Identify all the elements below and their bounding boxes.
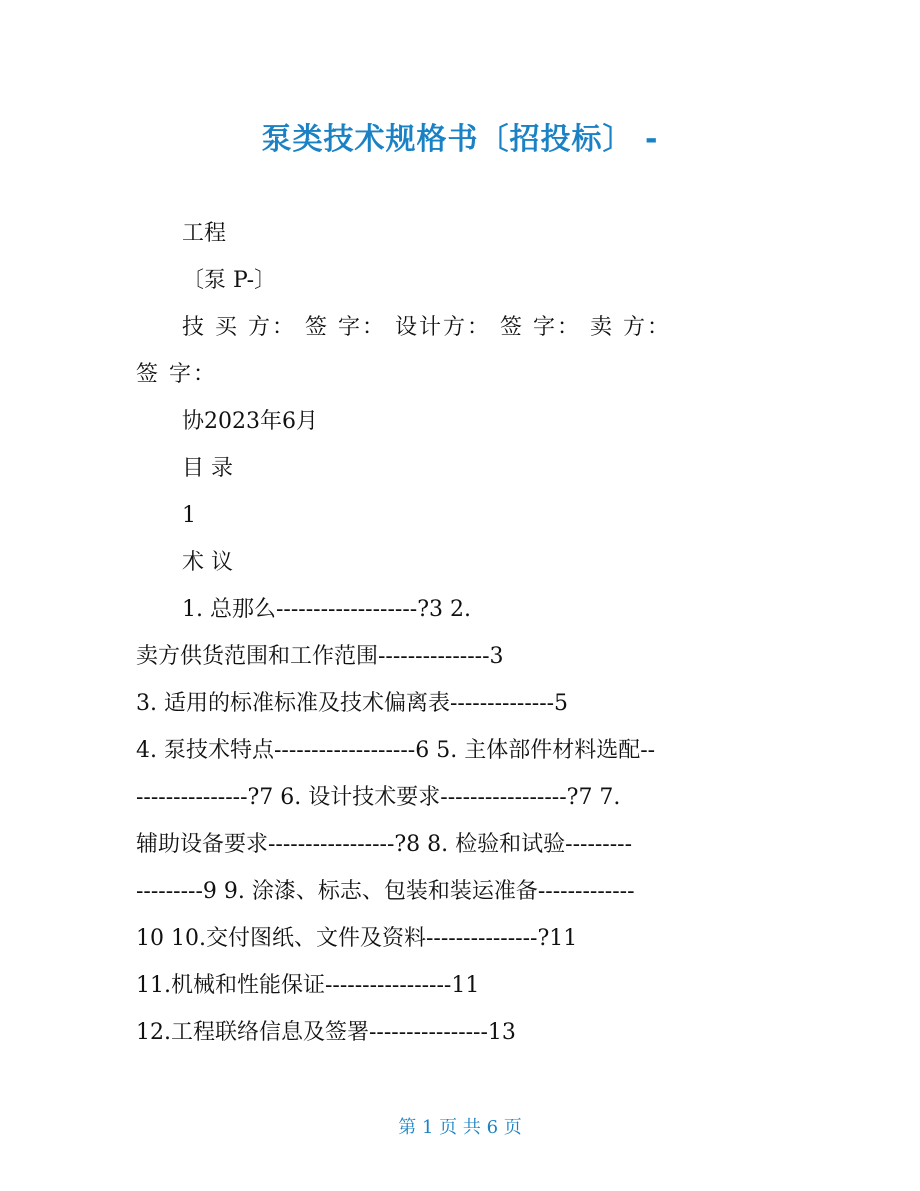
toc-heading: 目 录 <box>182 456 233 481</box>
toc-line: 辅助设备要求-----------------?8 8. 检验和试验--------- <box>136 832 633 857</box>
toc-line: 3. 适用的标准标准及技术偏离表--------------5 <box>136 691 569 716</box>
project-line: 工程 <box>182 221 227 246</box>
section-number: 1 <box>182 503 196 528</box>
signature-parties-line: 技 买 方： 签 字： 设计方： 签 字： 卖 方： <box>182 315 671 340</box>
toc-line: ---------9 9. 涂漆、标志、包装和装运准备------------- <box>136 879 635 904</box>
date-line: 协2023年6月 <box>182 409 318 434</box>
toc-line: 11.机械和性能保证-----------------11 <box>136 973 480 998</box>
section-heading: 术 议 <box>182 550 233 575</box>
toc-line: 10 10.交付图纸、文件及资料---------------?11 <box>136 926 578 951</box>
toc-line: 4. 泵技术特点-------------------6 5. 主体部件材料选配-- <box>136 738 656 763</box>
pump-id-line: 〔泵 P-〕 <box>182 268 277 293</box>
toc-line: 卖方供货范围和工作范围---------------3 <box>136 644 504 669</box>
toc-line: ---------------?7 6. 设计技术要求-----------------?7 7. <box>136 785 621 810</box>
page-number-footer: 第 1 页 共 6 页 <box>398 1117 522 1138</box>
document-title: 泵类技术规格书〔招投标〕 - <box>261 122 659 157</box>
toc-line: 12.工程联络信息及签署----------------13 <box>136 1020 516 1045</box>
document-body <box>136 210 792 1056</box>
toc-line: 1. 总那么-------------------?3 2. <box>182 597 471 622</box>
signature-line: 签 字： <box>136 362 217 387</box>
